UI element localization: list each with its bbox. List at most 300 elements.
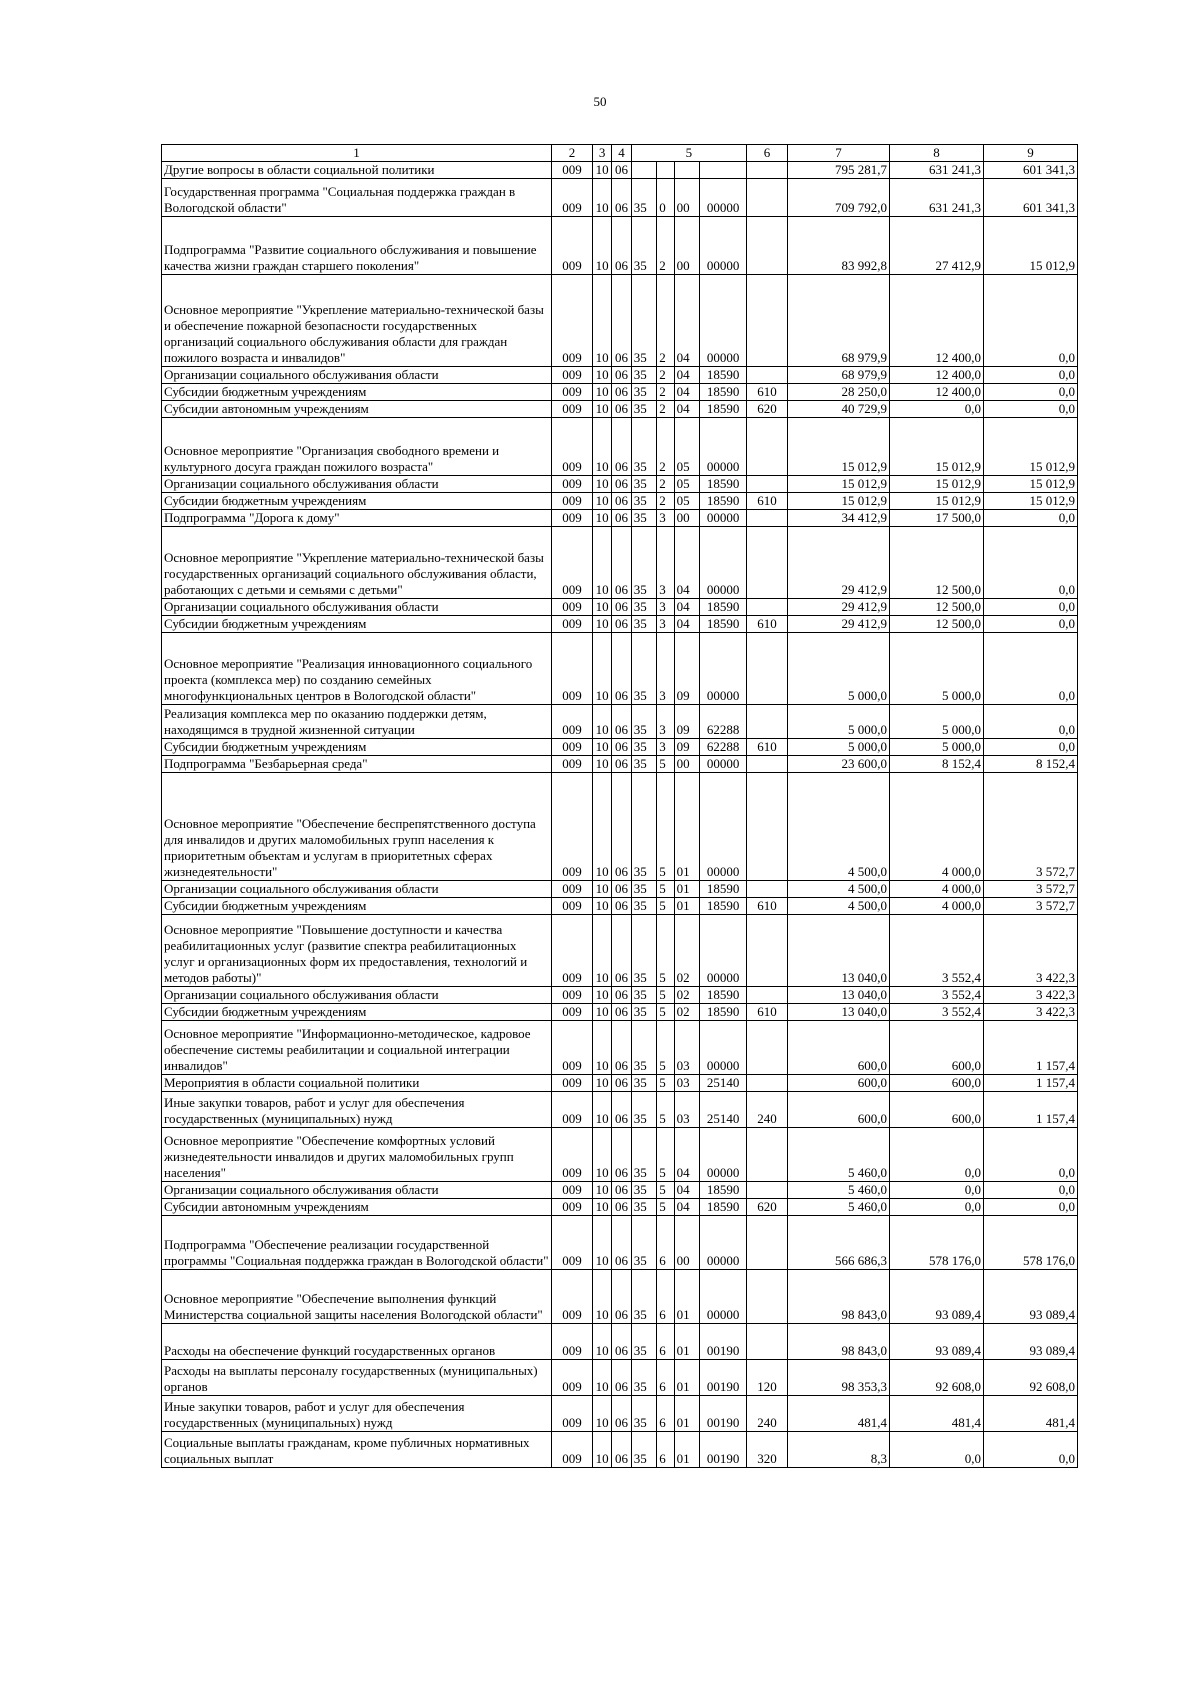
expense-type-cell bbox=[747, 599, 788, 616]
direction-code-cell: 00190 bbox=[700, 1360, 747, 1396]
section-cell: 10 bbox=[592, 275, 611, 367]
table-row bbox=[162, 1128, 1078, 1182]
amount-col-8-cell: 12 500,0 bbox=[890, 527, 984, 599]
subsection-cell: 06 bbox=[612, 1396, 631, 1432]
table-row bbox=[162, 616, 1078, 633]
program-code-cell: 35 bbox=[631, 1396, 657, 1432]
item-name-cell: Субсидии автономным учреждениям bbox=[162, 401, 552, 418]
amount-col-7-cell: 600,0 bbox=[787, 1075, 889, 1092]
section-cell: 10 bbox=[592, 739, 611, 756]
ministry-code-cell: 009 bbox=[552, 739, 593, 756]
direction-code-cell: 18590 bbox=[700, 384, 747, 401]
expense-type-cell bbox=[747, 1270, 788, 1324]
expense-type-cell: 120 bbox=[747, 1360, 788, 1396]
event-code-cell: 04 bbox=[674, 616, 700, 633]
amount-col-9-cell: 15 012,9 bbox=[983, 217, 1077, 275]
ministry-code-cell: 009 bbox=[552, 881, 593, 898]
section-cell: 10 bbox=[592, 1128, 611, 1182]
ministry-code-cell: 009 bbox=[552, 275, 593, 367]
event-code-cell: 05 bbox=[674, 418, 700, 476]
section-cell: 10 bbox=[592, 1396, 611, 1432]
section-cell: 10 bbox=[592, 367, 611, 384]
section-cell: 10 bbox=[592, 915, 611, 987]
program-code-cell: 35 bbox=[631, 476, 657, 493]
subsection-cell: 06 bbox=[612, 633, 631, 705]
subprogram-code-cell: 5 bbox=[657, 773, 674, 881]
program-code-cell: 35 bbox=[631, 987, 657, 1004]
section-cell: 10 bbox=[592, 493, 611, 510]
program-code-cell: 35 bbox=[631, 1021, 657, 1075]
ministry-code-cell: 009 bbox=[552, 418, 593, 476]
section-cell: 10 bbox=[592, 418, 611, 476]
subsection-cell: 06 bbox=[612, 1199, 631, 1216]
item-name-cell: Организации социального обслуживания области bbox=[162, 1182, 552, 1199]
amount-col-8-cell: 17 500,0 bbox=[890, 510, 984, 527]
subprogram-code-cell: 5 bbox=[657, 1199, 674, 1216]
item-name-cell: Субсидии бюджетным учреждениям bbox=[162, 898, 552, 915]
expense-type-cell: 610 bbox=[747, 739, 788, 756]
expense-type-cell bbox=[747, 1021, 788, 1075]
amount-col-9-cell: 0,0 bbox=[983, 384, 1077, 401]
amount-col-8-cell: 0,0 bbox=[890, 1128, 984, 1182]
section-cell: 10 bbox=[592, 1216, 611, 1270]
subsection-cell: 06 bbox=[612, 162, 631, 179]
event-code-cell: 03 bbox=[674, 1092, 700, 1128]
section-cell: 10 bbox=[592, 987, 611, 1004]
event-code-cell: 00 bbox=[674, 217, 700, 275]
subsection-cell: 06 bbox=[612, 705, 631, 739]
expense-type-cell: 620 bbox=[747, 401, 788, 418]
program-code-cell: 35 bbox=[631, 493, 657, 510]
section-cell: 10 bbox=[592, 1021, 611, 1075]
direction-code-cell: 18590 bbox=[700, 476, 747, 493]
event-code-cell: 00 bbox=[674, 510, 700, 527]
subsection-cell: 06 bbox=[612, 527, 631, 599]
program-code-cell: 35 bbox=[631, 739, 657, 756]
expense-type-cell: 610 bbox=[747, 898, 788, 915]
section-cell: 10 bbox=[592, 633, 611, 705]
amount-col-8-cell: 0,0 bbox=[890, 1182, 984, 1199]
event-code-cell: 01 bbox=[674, 1324, 700, 1360]
table-row bbox=[162, 527, 1078, 599]
direction-code-cell: 18590 bbox=[700, 1182, 747, 1199]
event-code-cell bbox=[674, 162, 700, 179]
amount-col-9-cell: 15 012,9 bbox=[983, 493, 1077, 510]
table-row bbox=[162, 510, 1078, 527]
subprogram-code-cell: 2 bbox=[657, 493, 674, 510]
direction-code-cell: 00190 bbox=[700, 1432, 747, 1468]
amount-col-8-cell: 15 012,9 bbox=[890, 476, 984, 493]
item-name-cell: Основное мероприятие "Укрепление материально-технической базы государственных организаций социального обслуживания области, работающих с детьми и семьями с детьми" bbox=[162, 527, 552, 599]
program-code-cell: 35 bbox=[631, 1075, 657, 1092]
ministry-code-cell: 009 bbox=[552, 1128, 593, 1182]
program-code-cell: 35 bbox=[631, 1216, 657, 1270]
direction-code-cell: 18590 bbox=[700, 881, 747, 898]
amount-col-7-cell: 34 412,9 bbox=[787, 510, 889, 527]
header-cell: 7 bbox=[787, 145, 889, 162]
ministry-code-cell: 009 bbox=[552, 1432, 593, 1468]
table-row bbox=[162, 1396, 1078, 1432]
direction-code-cell: 00190 bbox=[700, 1324, 747, 1360]
table-row bbox=[162, 881, 1078, 898]
ministry-code-cell: 009 bbox=[552, 1092, 593, 1128]
section-cell: 10 bbox=[592, 898, 611, 915]
amount-col-8-cell: 600,0 bbox=[890, 1021, 984, 1075]
amount-col-7-cell: 795 281,7 bbox=[787, 162, 889, 179]
ministry-code-cell: 009 bbox=[552, 1075, 593, 1092]
direction-code-cell: 00190 bbox=[700, 1396, 747, 1432]
section-cell: 10 bbox=[592, 179, 611, 217]
table-row bbox=[162, 756, 1078, 773]
section-cell: 10 bbox=[592, 705, 611, 739]
subprogram-code-cell: 2 bbox=[657, 476, 674, 493]
page-number: 50 bbox=[593, 94, 607, 109]
amount-col-9-cell: 0,0 bbox=[983, 1432, 1077, 1468]
section-cell: 10 bbox=[592, 1270, 611, 1324]
event-code-cell: 01 bbox=[674, 881, 700, 898]
subprogram-code-cell: 5 bbox=[657, 915, 674, 987]
program-code-cell: 35 bbox=[631, 275, 657, 367]
amount-col-8-cell: 12 400,0 bbox=[890, 367, 984, 384]
subsection-cell: 06 bbox=[612, 987, 631, 1004]
direction-code-cell: 00000 bbox=[700, 510, 747, 527]
item-name-cell: Социальные выплаты гражданам, кроме публичных нормативных социальных выплат bbox=[162, 1432, 552, 1468]
subsection-cell: 06 bbox=[612, 1432, 631, 1468]
program-code-cell: 35 bbox=[631, 1199, 657, 1216]
item-name-cell: Основное мероприятие "Информационно-методическое, кадровое обеспечение системы реабилитации и социальной интеграции инвалидов" bbox=[162, 1021, 552, 1075]
ministry-code-cell: 009 bbox=[552, 1324, 593, 1360]
table-row bbox=[162, 1270, 1078, 1324]
event-code-cell: 01 bbox=[674, 773, 700, 881]
item-name-cell: Субсидии бюджетным учреждениям bbox=[162, 1004, 552, 1021]
amount-col-7-cell: 83 992,8 bbox=[787, 217, 889, 275]
subsection-cell: 06 bbox=[612, 616, 631, 633]
amount-col-9-cell: 0,0 bbox=[983, 275, 1077, 367]
amount-col-9-cell: 0,0 bbox=[983, 1182, 1077, 1199]
event-code-cell: 03 bbox=[674, 1075, 700, 1092]
subsection-cell: 06 bbox=[612, 915, 631, 987]
header-cell: 3 bbox=[592, 145, 611, 162]
program-code-cell: 35 bbox=[631, 401, 657, 418]
expense-type-cell: 610 bbox=[747, 384, 788, 401]
amount-col-7-cell: 40 729,9 bbox=[787, 401, 889, 418]
ministry-code-cell: 009 bbox=[552, 527, 593, 599]
header-cell: 6 bbox=[747, 145, 788, 162]
amount-col-8-cell: 27 412,9 bbox=[890, 217, 984, 275]
subsection-cell: 06 bbox=[612, 510, 631, 527]
amount-col-8-cell: 15 012,9 bbox=[890, 493, 984, 510]
subprogram-code-cell: 3 bbox=[657, 739, 674, 756]
event-code-cell: 05 bbox=[674, 476, 700, 493]
table-row bbox=[162, 162, 1078, 179]
event-code-cell: 04 bbox=[674, 1182, 700, 1199]
amount-col-9-cell: 93 089,4 bbox=[983, 1324, 1077, 1360]
subprogram-code-cell: 6 bbox=[657, 1324, 674, 1360]
direction-code-cell: 18590 bbox=[700, 616, 747, 633]
amount-col-8-cell: 93 089,4 bbox=[890, 1324, 984, 1360]
header-cell: 2 bbox=[552, 145, 593, 162]
expense-type-cell bbox=[747, 275, 788, 367]
table-row bbox=[162, 1182, 1078, 1199]
subprogram-code-cell: 3 bbox=[657, 510, 674, 527]
item-name-cell: Реализация комплекса мер по оказанию поддержки детям, находящимся в трудной жизненной ситуации bbox=[162, 705, 552, 739]
direction-code-cell: 62288 bbox=[700, 705, 747, 739]
amount-col-9-cell: 3 572,7 bbox=[983, 898, 1077, 915]
section-cell: 10 bbox=[592, 162, 611, 179]
item-name-cell: Расходы на выплаты персоналу государственных (муниципальных) органов bbox=[162, 1360, 552, 1396]
ministry-code-cell: 009 bbox=[552, 1004, 593, 1021]
subsection-cell: 06 bbox=[612, 179, 631, 217]
header-cell: 9 bbox=[983, 145, 1077, 162]
amount-col-7-cell: 98 843,0 bbox=[787, 1324, 889, 1360]
direction-code-cell: 18590 bbox=[700, 898, 747, 915]
ministry-code-cell: 009 bbox=[552, 599, 593, 616]
amount-col-8-cell: 600,0 bbox=[890, 1092, 984, 1128]
ministry-code-cell: 009 bbox=[552, 616, 593, 633]
expense-type-cell bbox=[747, 527, 788, 599]
program-code-cell: 35 bbox=[631, 510, 657, 527]
ministry-code-cell: 009 bbox=[552, 367, 593, 384]
direction-code-cell: 62288 bbox=[700, 739, 747, 756]
table-row bbox=[162, 1075, 1078, 1092]
program-code-cell: 35 bbox=[631, 179, 657, 217]
expense-type-cell bbox=[747, 773, 788, 881]
subsection-cell: 06 bbox=[612, 1270, 631, 1324]
ministry-code-cell: 009 bbox=[552, 1216, 593, 1270]
program-code-cell: 35 bbox=[631, 1270, 657, 1324]
expense-type-cell bbox=[747, 881, 788, 898]
amount-col-8-cell: 0,0 bbox=[890, 1199, 984, 1216]
program-code-cell: 35 bbox=[631, 367, 657, 384]
item-name-cell: Субсидии бюджетным учреждениям bbox=[162, 616, 552, 633]
section-cell: 10 bbox=[592, 527, 611, 599]
amount-col-9-cell: 8 152,4 bbox=[983, 756, 1077, 773]
ministry-code-cell: 009 bbox=[552, 1360, 593, 1396]
expense-type-cell bbox=[747, 915, 788, 987]
event-code-cell: 04 bbox=[674, 527, 700, 599]
header-cell: 1 bbox=[162, 145, 552, 162]
event-code-cell: 09 bbox=[674, 739, 700, 756]
subprogram-code-cell: 5 bbox=[657, 1128, 674, 1182]
table-row bbox=[162, 1021, 1078, 1075]
amount-col-7-cell: 8,3 bbox=[787, 1432, 889, 1468]
section-cell: 10 bbox=[592, 1432, 611, 1468]
amount-col-7-cell: 481,4 bbox=[787, 1396, 889, 1432]
amount-col-7-cell: 4 500,0 bbox=[787, 773, 889, 881]
expense-type-cell bbox=[747, 1182, 788, 1199]
table-row bbox=[162, 1216, 1078, 1270]
amount-col-9-cell: 3 572,7 bbox=[983, 773, 1077, 881]
table-row bbox=[162, 1004, 1078, 1021]
subprogram-code-cell bbox=[657, 162, 674, 179]
ministry-code-cell: 009 bbox=[552, 773, 593, 881]
amount-col-7-cell: 5 000,0 bbox=[787, 705, 889, 739]
amount-col-7-cell: 709 792,0 bbox=[787, 179, 889, 217]
amount-col-9-cell: 0,0 bbox=[983, 1128, 1077, 1182]
program-code-cell: 35 bbox=[631, 616, 657, 633]
direction-code-cell: 00000 bbox=[700, 418, 747, 476]
item-name-cell: Организации социального обслуживания области bbox=[162, 881, 552, 898]
direction-code-cell: 00000 bbox=[700, 633, 747, 705]
ministry-code-cell: 009 bbox=[552, 1270, 593, 1324]
subprogram-code-cell: 5 bbox=[657, 1182, 674, 1199]
event-code-cell: 00 bbox=[674, 179, 700, 217]
subprogram-code-cell: 2 bbox=[657, 401, 674, 418]
subsection-cell: 06 bbox=[612, 898, 631, 915]
item-name-cell: Расходы на обеспечение функций государственных органов bbox=[162, 1324, 552, 1360]
section-cell: 10 bbox=[592, 1199, 611, 1216]
amount-col-8-cell: 4 000,0 bbox=[890, 773, 984, 881]
subsection-cell: 06 bbox=[612, 1021, 631, 1075]
section-cell: 10 bbox=[592, 616, 611, 633]
program-code-cell: 35 bbox=[631, 1432, 657, 1468]
subprogram-code-cell: 2 bbox=[657, 275, 674, 367]
amount-col-8-cell: 92 608,0 bbox=[890, 1360, 984, 1396]
event-code-cell: 04 bbox=[674, 275, 700, 367]
direction-code-cell: 00000 bbox=[700, 1216, 747, 1270]
ministry-code-cell: 009 bbox=[552, 1396, 593, 1432]
header-cell: 8 bbox=[890, 145, 984, 162]
ministry-code-cell: 009 bbox=[552, 401, 593, 418]
program-code-cell: 35 bbox=[631, 898, 657, 915]
amount-col-8-cell: 4 000,0 bbox=[890, 881, 984, 898]
amount-col-7-cell: 5 460,0 bbox=[787, 1182, 889, 1199]
table-body bbox=[162, 162, 1078, 1468]
item-name-cell: Иные закупки товаров, работ и услуг для обеспечения государственных (муниципальных) нужд bbox=[162, 1396, 552, 1432]
event-code-cell: 01 bbox=[674, 1432, 700, 1468]
ministry-code-cell: 009 bbox=[552, 1182, 593, 1199]
event-code-cell: 00 bbox=[674, 1216, 700, 1270]
expense-type-cell bbox=[747, 162, 788, 179]
amount-col-9-cell: 15 012,9 bbox=[983, 476, 1077, 493]
item-name-cell: Иные закупки товаров, работ и услуг для обеспечения государственных (муниципальных) нужд bbox=[162, 1092, 552, 1128]
subprogram-code-cell: 2 bbox=[657, 367, 674, 384]
item-name-cell: Подпрограмма "Безбарьерная среда" bbox=[162, 756, 552, 773]
amount-col-7-cell: 15 012,9 bbox=[787, 418, 889, 476]
amount-col-9-cell: 3 422,3 bbox=[983, 915, 1077, 987]
amount-col-7-cell: 15 012,9 bbox=[787, 493, 889, 510]
program-code-cell: 35 bbox=[631, 633, 657, 705]
table-row bbox=[162, 1432, 1078, 1468]
amount-col-8-cell: 5 000,0 bbox=[890, 739, 984, 756]
subprogram-code-cell: 3 bbox=[657, 616, 674, 633]
item-name-cell: Основное мероприятие "Обеспечение беспрепятственного доступа для инвалидов и других маломобильных групп населения к приоритетным объектам и услугам в приоритетных сферах жизнедеятельности" bbox=[162, 773, 552, 881]
item-name-cell: Субсидии автономным учреждениям bbox=[162, 1199, 552, 1216]
subsection-cell: 06 bbox=[612, 1324, 631, 1360]
amount-col-8-cell: 4 000,0 bbox=[890, 898, 984, 915]
subsection-cell: 06 bbox=[612, 401, 631, 418]
subsection-cell: 06 bbox=[612, 1004, 631, 1021]
program-code-cell: 35 bbox=[631, 384, 657, 401]
amount-col-8-cell: 600,0 bbox=[890, 1075, 984, 1092]
event-code-cell: 05 bbox=[674, 493, 700, 510]
subprogram-code-cell: 6 bbox=[657, 1270, 674, 1324]
amount-col-9-cell: 578 176,0 bbox=[983, 1216, 1077, 1270]
amount-col-8-cell: 631 241,3 bbox=[890, 162, 984, 179]
table-row bbox=[162, 739, 1078, 756]
item-name-cell: Основное мероприятие "Реализация инновационного социального проекта (комплекса мер) по созданию семейных многофункциональных центров в Вологодской области" bbox=[162, 633, 552, 705]
event-code-cell: 09 bbox=[674, 705, 700, 739]
section-cell: 10 bbox=[592, 756, 611, 773]
program-code-cell: 35 bbox=[631, 773, 657, 881]
expense-type-cell bbox=[747, 1075, 788, 1092]
amount-col-8-cell: 0,0 bbox=[890, 401, 984, 418]
expense-type-cell bbox=[747, 418, 788, 476]
subsection-cell: 06 bbox=[612, 1216, 631, 1270]
amount-col-8-cell: 5 000,0 bbox=[890, 705, 984, 739]
program-code-cell: 35 bbox=[631, 217, 657, 275]
direction-code-cell: 00000 bbox=[700, 1270, 747, 1324]
section-cell: 10 bbox=[592, 510, 611, 527]
subprogram-code-cell: 0 bbox=[657, 179, 674, 217]
ministry-code-cell: 009 bbox=[552, 384, 593, 401]
item-name-cell: Основное мероприятие "Организация свободного времени и культурного досуга граждан пожилого возраста" bbox=[162, 418, 552, 476]
direction-code-cell: 00000 bbox=[700, 275, 747, 367]
subprogram-code-cell: 3 bbox=[657, 527, 674, 599]
expense-type-cell bbox=[747, 476, 788, 493]
subsection-cell: 06 bbox=[612, 881, 631, 898]
amount-col-9-cell: 0,0 bbox=[983, 527, 1077, 599]
table-row bbox=[162, 633, 1078, 705]
table-row bbox=[162, 1092, 1078, 1128]
table-row bbox=[162, 217, 1078, 275]
amount-col-7-cell: 13 040,0 bbox=[787, 987, 889, 1004]
table-row bbox=[162, 915, 1078, 987]
amount-col-7-cell: 98 843,0 bbox=[787, 1270, 889, 1324]
direction-code-cell: 18590 bbox=[700, 1004, 747, 1021]
direction-code-cell: 18590 bbox=[700, 1199, 747, 1216]
amount-col-8-cell: 15 012,9 bbox=[890, 418, 984, 476]
table-row bbox=[162, 773, 1078, 881]
section-cell: 10 bbox=[592, 401, 611, 418]
header-cell: 4 bbox=[612, 145, 631, 162]
subsection-cell: 06 bbox=[612, 1075, 631, 1092]
ministry-code-cell: 009 bbox=[552, 217, 593, 275]
expense-type-cell bbox=[747, 179, 788, 217]
event-code-cell: 02 bbox=[674, 1004, 700, 1021]
item-name-cell: Субсидии бюджетным учреждениям bbox=[162, 493, 552, 510]
direction-code-cell: 25140 bbox=[700, 1075, 747, 1092]
amount-col-9-cell: 0,0 bbox=[983, 401, 1077, 418]
amount-col-9-cell: 1 157,4 bbox=[983, 1075, 1077, 1092]
expense-type-cell bbox=[747, 633, 788, 705]
ministry-code-cell: 009 bbox=[552, 510, 593, 527]
program-code-cell bbox=[631, 162, 657, 179]
amount-col-9-cell: 15 012,9 bbox=[983, 418, 1077, 476]
table-row bbox=[162, 275, 1078, 367]
event-code-cell: 09 bbox=[674, 633, 700, 705]
program-code-cell: 35 bbox=[631, 915, 657, 987]
expense-type-cell: 620 bbox=[747, 1199, 788, 1216]
expense-type-cell bbox=[747, 1216, 788, 1270]
subprogram-code-cell: 6 bbox=[657, 1432, 674, 1468]
amount-col-7-cell: 600,0 bbox=[787, 1092, 889, 1128]
amount-col-9-cell: 93 089,4 bbox=[983, 1270, 1077, 1324]
table-row bbox=[162, 367, 1078, 384]
amount-col-8-cell: 631 241,3 bbox=[890, 179, 984, 217]
table-row bbox=[162, 1360, 1078, 1396]
item-name-cell: Организации социального обслуживания области bbox=[162, 476, 552, 493]
program-code-cell: 35 bbox=[631, 1324, 657, 1360]
table-row bbox=[162, 476, 1078, 493]
amount-col-9-cell: 601 341,3 bbox=[983, 179, 1077, 217]
section-cell: 10 bbox=[592, 1360, 611, 1396]
program-code-cell: 35 bbox=[631, 881, 657, 898]
ministry-code-cell: 009 bbox=[552, 162, 593, 179]
table-row bbox=[162, 1199, 1078, 1216]
section-cell: 10 bbox=[592, 773, 611, 881]
amount-col-7-cell: 29 412,9 bbox=[787, 527, 889, 599]
